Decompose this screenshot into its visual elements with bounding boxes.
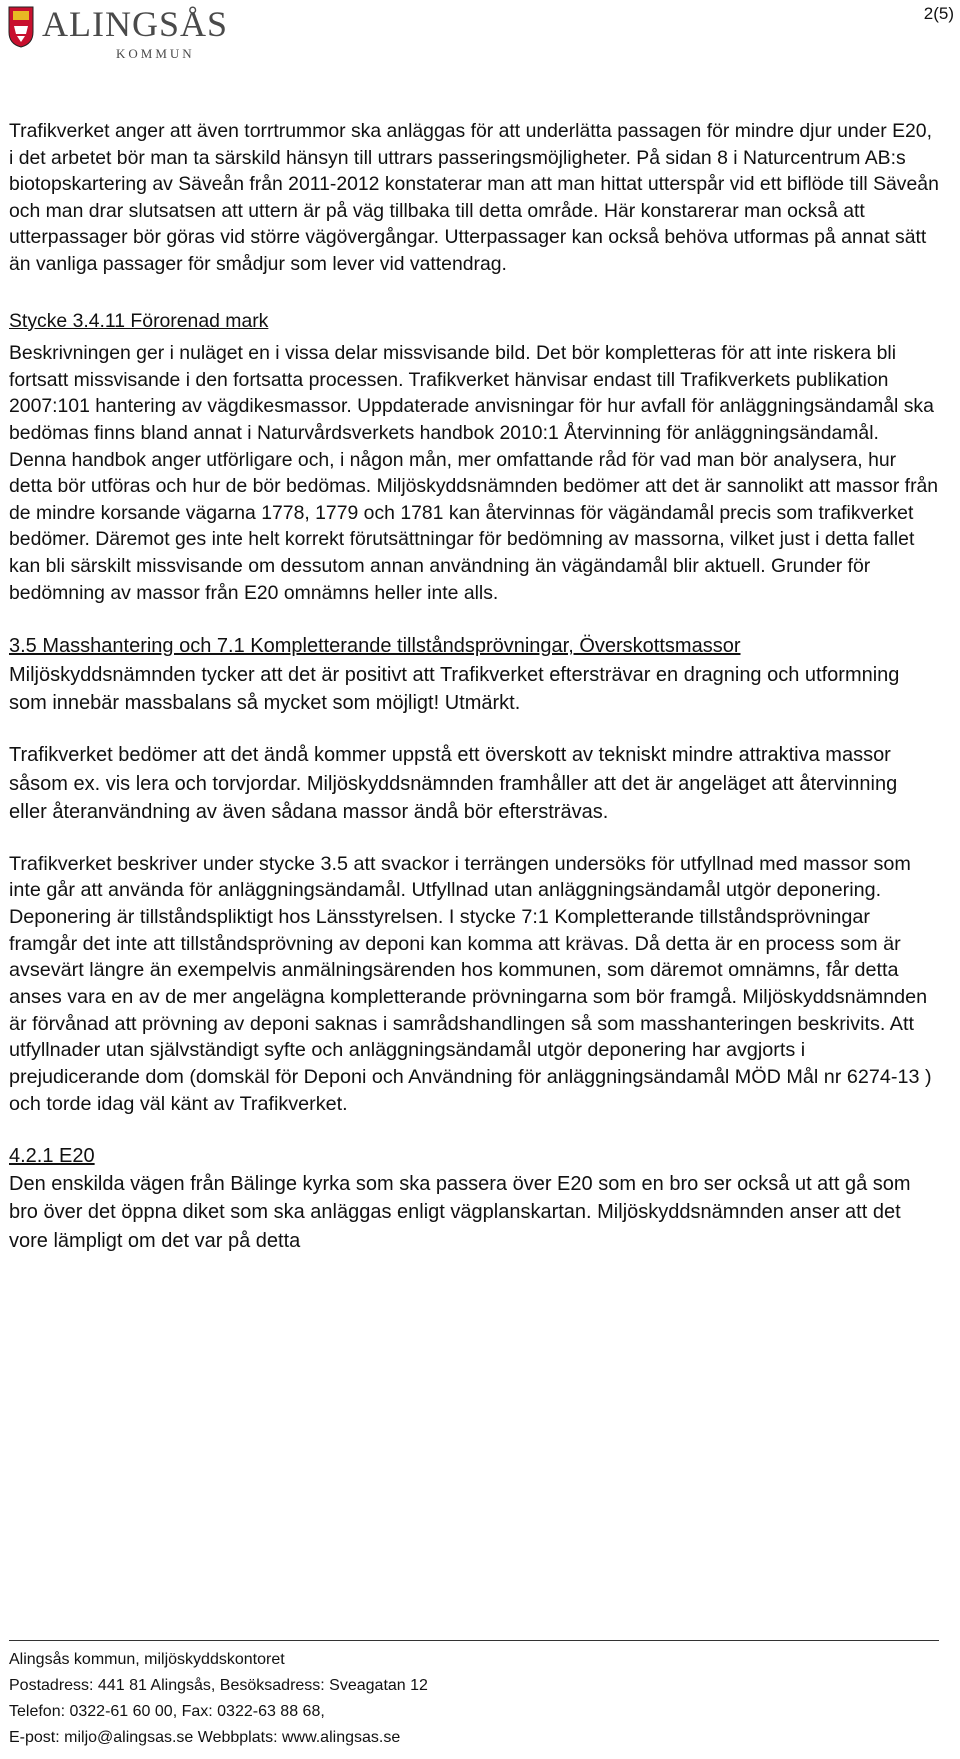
coat-of-arms-icon (8, 6, 34, 48)
section-heading-e20: 4.2.1 E20 (9, 1144, 95, 1167)
alingsas-logo (8, 6, 248, 60)
paragraph-overskott: Trafikverket bedömer att det ändå kommer uppstå ett överskott av tekniskt mindre attraktiva massor såsom ex. vis lera och torvjordar. Miljöskyddsnämnden framhåller att det är angeläget att återvinning eller återanvändning av även sådana massor ändå bör eftersträvas. (9, 744, 898, 824)
paragraph-e20: Den enskilda vägen från Bälinge kyrka som ska passera över E20 som en bro ser också ut att gå som bro över det öppna diket som ska anläggas enligt vägplanskartan. Miljöskyddsnämnden anser att det vore lämpligt om det var på detta (9, 1172, 911, 1252)
logo-name: ALINGSÅS (42, 4, 229, 44)
page-number: 2(5) (923, 4, 954, 23)
paragraph-massbalans: Miljöskyddsnämnden tycker att det är positivt att Trafikverket eftersträvar en dragning och utformning som innebär massbalans så mycket som möjligt! Utmärkt. (9, 663, 900, 714)
footer-contact: E-post: miljo@alingsas.se Webbplats: www.alingsas.se (9, 1729, 401, 1746)
page-footer (9, 1640, 939, 1751)
section-heading-forurenad-mark: Stycke 3.4.11 Förorenad mark (9, 309, 269, 332)
paragraph-deponering: Trafikverket beskriver under stycke 3.5 att svackor i terrängen undersöks för utfyllnad med massor som inte går att använda för anläggningsändamål. Utfyllnad utan anläggningsändamål utgör deponering. Deponering är tillståndspliktigt hos Länsstyrelsen. I stycke 7:1 Kompletterande tillståndsprövningar framgår det inte att tillståndsprövning av deponi kan komma att krävas. Då detta är en process som är avsevärt längre än exempelvis anmälningsärenden hos kommunen, som däremot omnämns, får detta anses vara en av de mer angelägna kompletterande prövningarna som bör framgå. Miljöskyddsnämnden är förvånad att prövning av deponi saknas i samrådshandlingen så som masshanteringen beskrivits. Att utfyllnader utan självständigt syfte och anläggningsändamål utgör deponering har avgjorts i prejudicerande dom (domskäl för Deponi och Användning för anläggningsändamål MÖD Mål nr 6274-13 ) och torde idag väl känt av Trafikverket. (9, 852, 932, 1115)
logo-sub: KOMMUN (116, 46, 195, 61)
paragraph-forurenad-mark: Beskrivningen ger i nuläget en i vissa delar missvisande bild. Det bör kompletteras för att inte riskera bli fortsatt missvisande i den fortsatta processen. Trafikverket hänvisar endast till Trafikverkets publikation 2007:101 hantering av vägdikesmassor. Uppdaterade anvisningar för hur avfall för anläggningsändamål ska bedömas finns bland annat i Naturvårdsverkets handbok 2010:1 Återvinning för anläggningsändamål. Denna handbok anger utförligare och, i någon mån, mer omfattande råd för vad man bör analysera, hur detta bör utföras och hur de bör bedömas. Miljöskyddsnämnden bedömer att det är sannolikt att massor från de mindre korsande vägarna 1778, 1779 och 1781 kan återvinnas för vägändamål precis som trafikverket bedömer. Däremot ges inte helt korrekt förutsättningar för bedömning av massorna, vilket just i detta fallet kan bli särskilt missvisande om dessutom annan användning än vägändamål blir aktuell. Grunder för bedömning av massor från E20 omnämns heller inte alls. (9, 342, 939, 604)
footer-phone: Telefon: 0322-61 60 00, Fax: 0322-63 88 68, (9, 1703, 325, 1720)
document-body (9, 118, 939, 1255)
footer-address: Postadress: 441 81 Alingsås, Besöksadress: Sveagatan 12 (9, 1677, 428, 1694)
footer-organisation: Alingsås kommun, miljöskyddskontoret (9, 1651, 285, 1668)
paragraph-torrtrummor: Trafikverket anger att även torrtrummor ska anläggas för att underlätta passagen för mindre djur under E20, i det arbetet bör man ta särskild hänsyn till uttrars passeringsmöjligheter. På sidan 8 i Naturcentrum AB:s biotopskartering av Säveån från 2011-2012 konstaterar man att man hittat utterspår vid ett biflöde till Säveån och man drar slutsatsen att uttern är på väg tillbaka till detta område. Här konstarerar man också att utterpassager bör göras vid större vägövergångar. Utterpassager kan också behöva utformas på annat sätt än vanliga passager för smådjur som lever vid vattendrag. (9, 120, 939, 275)
footer-divider (9, 1640, 939, 1641)
section-heading-masshantering: 3.5 Masshantering och 7.1 Kompletterande tillståndsprövningar, Överskottsmassor (9, 635, 741, 658)
